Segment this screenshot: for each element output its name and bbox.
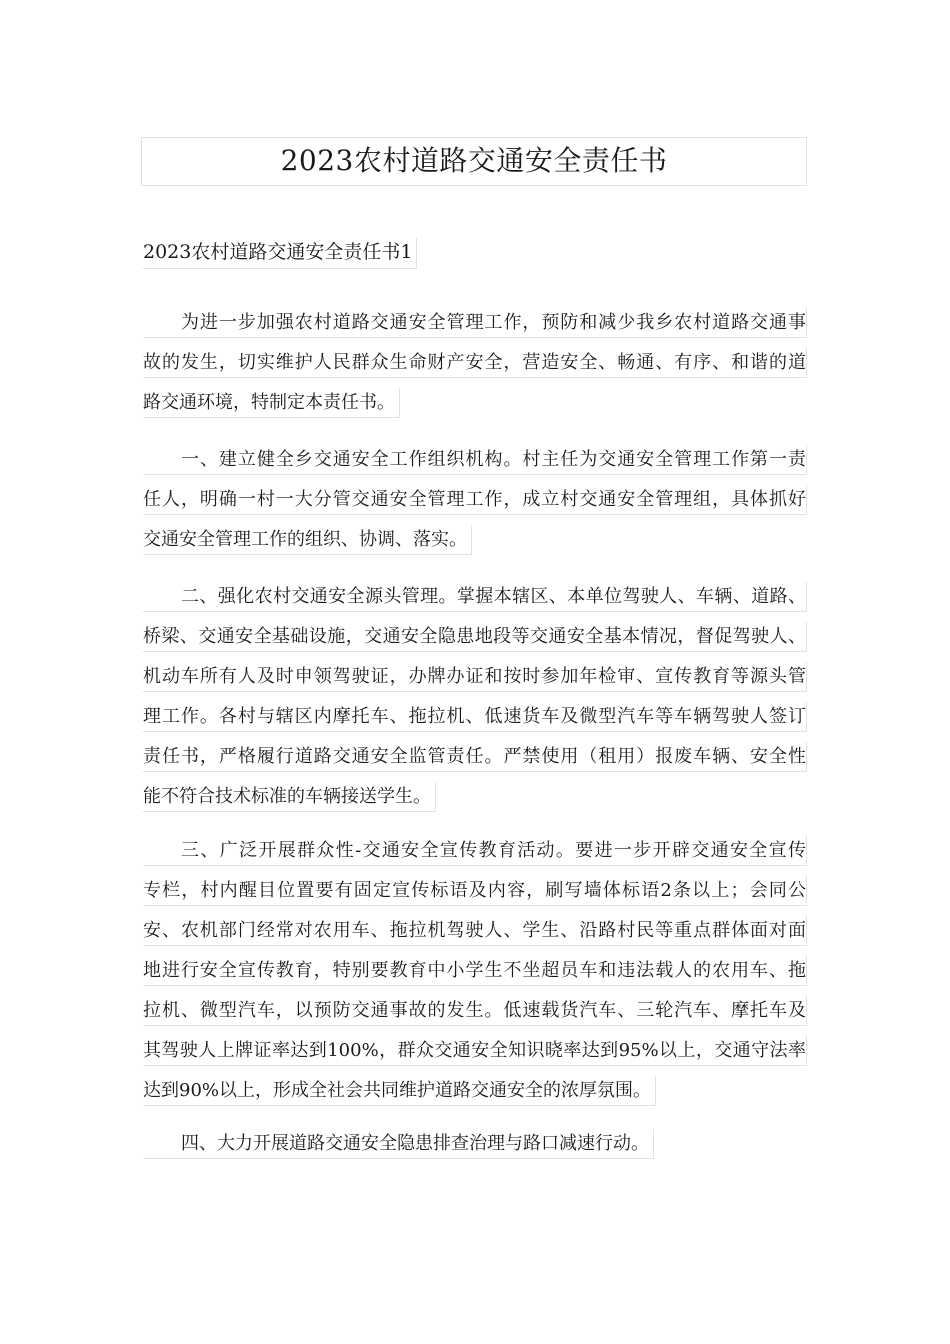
- paragraph-line: 为进一步加强农村道路交通安全管理工作，预防和减少我乡农村道路交通事: [143, 308, 807, 338]
- paragraph-line: 其驾驶人上牌证率达到100%，群众交通安全知识晓率达到95%以上，交通守法率: [143, 1036, 807, 1066]
- paragraph-line: 专栏，村内醒目位置要有固定宣传标语及内容，刷写墙体标语2条以上；会同公: [143, 876, 807, 906]
- paragraph-2: [143, 445, 807, 569]
- paragraph-line: 四、大力开展道路交通安全隐患排查治理与路口减速行动。: [143, 1129, 654, 1159]
- paragraph-line: 交通安全管理工作的组织、协调、落实。: [143, 525, 472, 555]
- paragraph-line: 达到90%以上，形成全社会共同维护道路交通安全的浓厚氛围。: [143, 1076, 656, 1106]
- paragraph-line: 任人，明确一村一大分管交通安全管理工作，成立村交通安全管理组，具体抓好: [143, 485, 807, 515]
- paragraph-4: [143, 836, 807, 1120]
- paragraph-line: 责任书，严格履行道路交通安全监管责任。严禁使用（租用）报废车辆、安全性: [143, 742, 807, 772]
- paragraph-line: 三、广泛开展群众性-交通安全宣传教育活动。要进一步开辟交通安全宣传: [143, 836, 807, 866]
- paragraph-line: 桥梁、交通安全基础设施，交通安全隐患地段等交通安全基本情况，督促驾驶人、: [143, 622, 807, 652]
- paragraph-line: 路交通环境，特制定本责任书。: [143, 388, 400, 418]
- paragraph-3: [143, 582, 807, 826]
- paragraph-line: 能不符合技术标准的车辆接送学生。: [143, 782, 436, 812]
- paragraph-1: [143, 308, 807, 432]
- paragraph-5: [143, 1129, 654, 1173]
- paragraph-line: 一、建立健全乡交通安全工作组织机构。村主任为交通安全管理工作第一责: [143, 445, 807, 475]
- paragraph-line: 地进行安全宣传教育，特别要教育中小学生不坐超员车和违法载人的农用车、拖: [143, 956, 807, 986]
- paragraph-line: 机动车所有人及时申领驾驶证，办牌办证和按时参加年检审、宣传教育等源头管: [143, 662, 807, 692]
- paragraph-line: 安、农机部门经常对农用车、拖拉机驾驶人、学生、沿路村民等重点群体面对面: [143, 916, 807, 946]
- paragraph-line: 理工作。各村与辖区内摩托车、拖拉机、低速货车及微型汽车等车辆驾驶人签订: [143, 702, 807, 732]
- paragraph-line: 二、强化农村交通安全源头管理。掌握本辖区、本单位驾驶人、车辆、道路、: [143, 582, 807, 612]
- paragraph-line: 故的发生，切实维护人民群众生命财产安全，营造安全、畅通、有序、和谐的道: [143, 348, 807, 378]
- document-title: 2023农村道路交通安全责任书: [141, 137, 807, 186]
- section-subtitle: 2023农村道路交通安全责任书1: [143, 238, 417, 269]
- paragraph-line: 拉机、微型汽车，以预防交通事故的发生。低速载货汽车、三轮汽车、摩托车及: [143, 996, 807, 1026]
